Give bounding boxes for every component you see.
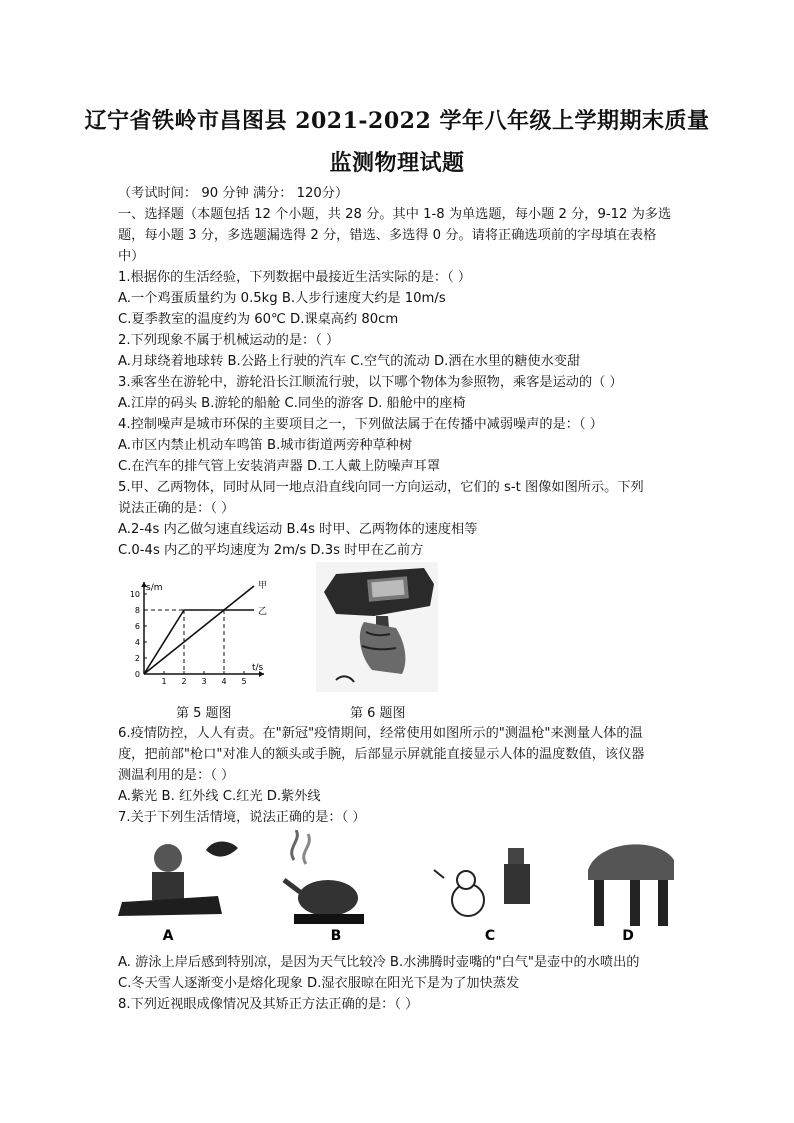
q4-options-1: A.市区内禁止机动车鸣笛 B.城市街道两旁种草种树 (118, 438, 413, 453)
q1-options-1: A.一个鸡蛋质量约为 0.5kg B.人步行速度大约是 10m/s (118, 291, 446, 306)
fig6-caption: 第 6 题图 (350, 706, 406, 721)
section-intro-line-2: 题，每小题 3 分，多选题漏选得 2 分，错选、多选得 0 分。请将正确选项前的字母填在表格 (118, 228, 657, 243)
series-label-yi: 乙 (258, 607, 268, 617)
st-graph-chart (124, 562, 304, 692)
q4-options-2: C.在汽车的排气管上安装消声器 D.工人戴上防噪声耳罩 (118, 459, 441, 474)
section-intro-line-3: 中） (118, 249, 145, 264)
swimmer-icon (118, 842, 238, 917)
snowman-icon (434, 848, 530, 916)
thermometer-gun-image (316, 562, 438, 692)
q2-options: A.月球绕着地球转 B.公路上行驶的汽车 C.空气的流动 D.洒在水里的糖使水变甜 (118, 354, 581, 369)
series-label-jia: 甲 (258, 581, 268, 591)
x-tick-label: 3 (201, 677, 207, 686)
q3-options: A.江岸的码头 B.游轮的船舱 C.同坐的游客 D. 船舱中的座椅 (118, 396, 466, 411)
laundry-icon (588, 844, 674, 926)
q7-label-b: B (330, 928, 342, 944)
q7-label-c: C (484, 928, 496, 944)
page-title-line-2: 监测物理试题 (329, 150, 465, 176)
kettle-icon (284, 830, 364, 924)
y-tick-label: 10 (129, 590, 140, 599)
q6-stem-3: 测温利用的是：（ ） (118, 768, 235, 783)
series-line-jia (144, 586, 254, 674)
y-tick-label: 2 (134, 654, 140, 663)
q7-label-d: D (622, 928, 634, 944)
q6-stem-1: 6.疫情防控，人人有责。在"新冠"疫情期间，经常使用如图所示的"测温枪"来测量人体的温 (118, 726, 643, 741)
y-tick-label: 6 (134, 622, 140, 631)
q5-stem-1: 5.甲、乙两物体，同时从同一地点沿直线向同一方向运动，它们的 s-t 图像如图所示。下列 (118, 480, 644, 495)
q6-stem-2: 度，把前部"枪口"对准人的额头或手腕，后部显示屏就能直接显示人体的温度数值，该仪器 (118, 747, 645, 762)
q7-scenes (118, 830, 678, 946)
x-tick-label: 2 (181, 677, 187, 686)
y-axis-label: s/m (146, 583, 163, 593)
section-intro-line-1: 一、选择题（本题包括 12 个小题，共 28 分。其中 1-8 为单选题，每小题 2 分，9-12 为多选 (118, 207, 672, 222)
q7-stem: 7.关于下列生活情境，说法正确的是：（ ） (118, 810, 366, 825)
q5-options-2: C.0-4s 内乙的平均速度为 2m/s D.3s 时甲在乙前方 (118, 543, 424, 558)
q5-stem-2: 说法正确的是：（ ） (118, 501, 235, 516)
y-tick-label: 4 (134, 638, 140, 647)
q7-label-a: A (162, 928, 174, 944)
y-tick-label: 8 (134, 606, 140, 615)
q8-stem: 8.下列近视眼成像情况及其矫正方法正确的是：（ ） (118, 997, 419, 1012)
q1-options-2: C.夏季教室的温度约为 60℃ D.课桌高约 80cm (118, 312, 399, 327)
q6-options: A.紫光 B. 红外线 C.红光 D.紫外线 (118, 789, 321, 804)
q4-stem: 4.控制噪声是城市环保的主要项目之一，下列做法属于在传播中减弱噪声的是：（ ） (118, 417, 603, 432)
q1-stem: 1.根据你的生活经验，下列数据中最接近生活实际的是：（ ） (118, 270, 472, 285)
exam-info: （考试时间： 90 分钟 满分： 120分） (118, 186, 349, 201)
x-tick-label: 5 (241, 677, 247, 686)
q5-options-1: A.2-4s 内乙做匀速直线运动 B.4s 时甲、乙两物体的速度相等 (118, 522, 478, 537)
q7-options-1: A. 游泳上岸后感到特别凉，是因为天气比较冷 B.水沸腾时壶嘴的"白气"是壶中的水喷出的 (118, 955, 640, 970)
y-tick-label: 0 (134, 670, 140, 679)
series-line-yi (144, 610, 254, 674)
q2-stem: 2.下列现象不属于机械运动的是：（ ） (118, 333, 340, 348)
x-tick-label: 4 (221, 677, 227, 686)
q7-options-2: C.冬天雪人逐渐变小是熔化现象 D.湿衣服晾在阳光下是为了加快蒸发 (118, 976, 520, 991)
x-tick-label: 1 (161, 677, 167, 686)
page-title-line-1: 辽宁省铁岭市昌图县 2021-2022 学年八年级上学期期末质量 (84, 108, 710, 134)
x-axis-label: t/s (252, 663, 264, 673)
q3-stem: 3.乘客坐在游轮中，游轮沿长江顺流行驶，以下哪个物体为参照物，乘客是运动的（ ） (118, 375, 623, 390)
fig5-caption: 第 5 题图 (176, 706, 232, 721)
